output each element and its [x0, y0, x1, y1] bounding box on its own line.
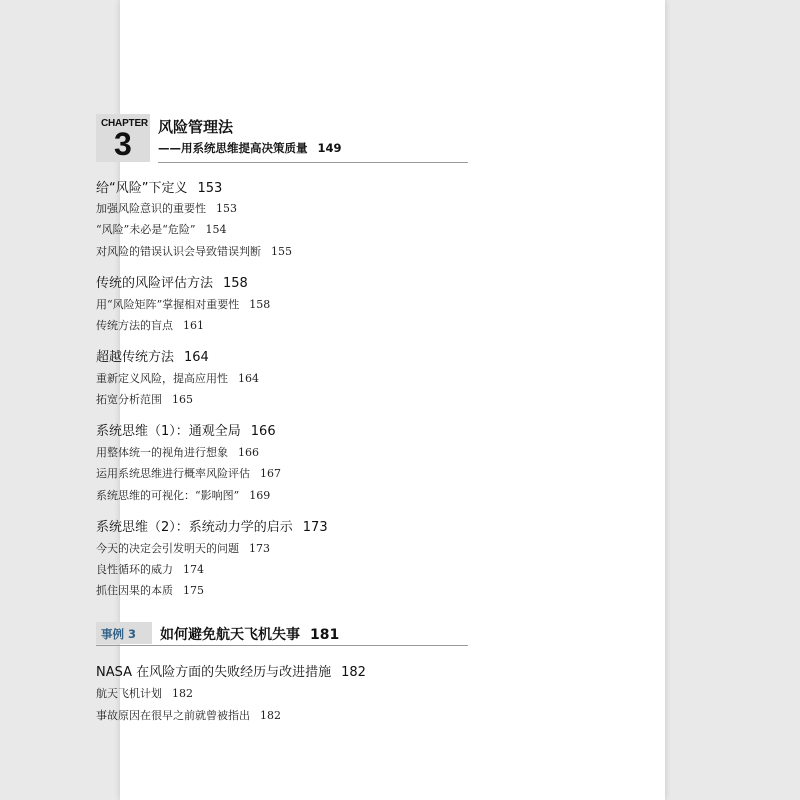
toc-item — [96, 221, 227, 237]
toc-item-title: 用“风险矩阵”掌握相对重要性 — [96, 298, 240, 311]
toc-section-page: 153 — [197, 181, 223, 196]
toc-item — [96, 582, 204, 598]
toc-section-heading — [96, 516, 328, 535]
toc-item — [96, 296, 270, 312]
toc-item — [96, 561, 204, 577]
toc-item-page: 173 — [249, 542, 270, 555]
toc-section-heading — [96, 346, 209, 365]
toc-section-title: 给“风险”下定义 — [96, 181, 188, 196]
toc-item — [96, 444, 259, 460]
toc-item-page: 153 — [216, 202, 237, 215]
chapter-label: CHAPTER — [101, 118, 148, 129]
toc-item-page: 164 — [238, 372, 259, 385]
toc-item-title: 拓宽分析范围 — [96, 393, 162, 406]
toc-item-title: 传统方法的盲点 — [96, 319, 173, 332]
chapter-divider — [158, 162, 468, 163]
toc-section-title: 传统的风险评估方法 — [96, 276, 214, 291]
chapter-subtitle-page: 149 — [317, 141, 342, 155]
toc-item-page: 167 — [260, 467, 281, 480]
toc-item — [96, 487, 270, 503]
toc-item-page: 161 — [183, 319, 204, 332]
toc-item-page: 174 — [183, 563, 204, 576]
chapter-number: 3 — [114, 126, 132, 162]
toc-item — [96, 707, 281, 723]
toc-section-title: 系统思维（1）：通观全局 — [96, 424, 241, 439]
chapter-subtitle — [158, 140, 342, 156]
case-tag: 事例 3 — [101, 627, 137, 641]
toc-item-title: 良性循环的威力 — [96, 563, 173, 576]
toc-section-heading — [96, 661, 366, 680]
toc-item-title: 事故原因在很早之前就曾被指出 — [96, 709, 250, 722]
toc-section-heading — [96, 177, 222, 196]
toc-section-page: 158 — [223, 276, 248, 291]
toc-item-title: 抓住因果的本质 — [96, 584, 173, 597]
toc-item-title: 加强风险意识的重要性 — [96, 202, 206, 215]
toc-section-page: 164 — [184, 350, 209, 365]
toc-section-page: 173 — [302, 520, 328, 535]
toc-item-title: 对风险的错误认识会导致错误判断 — [96, 245, 261, 258]
toc-item-page: 169 — [249, 489, 271, 502]
toc-item-page: 154 — [205, 223, 227, 236]
toc-item-title: 用整体统一的视角进行想象 — [96, 446, 228, 459]
toc-item — [96, 317, 204, 333]
case-title-page: 181 — [310, 627, 340, 643]
toc-section-title: 系统思维（2）：系统动力学的启示 — [96, 520, 293, 535]
toc-item — [96, 243, 292, 259]
toc-item-page: 165 — [172, 393, 193, 406]
toc-item-title: 航天飞机计划 — [96, 687, 162, 700]
toc-item-page: 155 — [271, 245, 292, 258]
toc-item — [96, 685, 193, 701]
toc-item-title: 运用系统思维进行概率风险评估 — [96, 467, 250, 480]
toc-item — [96, 540, 270, 556]
toc-section-page: 182 — [341, 665, 366, 680]
toc-item-page: 166 — [238, 446, 259, 459]
toc-item-title: “风险”未必是“危险” — [96, 223, 196, 236]
toc-item-title: 重新定义风险，提高应用性 — [96, 372, 228, 385]
toc-item — [96, 391, 193, 407]
toc-item-title: 今天的决定会引发明天的问题 — [96, 542, 239, 555]
toc-section-title: NASA 在风险方面的失败经历与改进措施 — [96, 665, 332, 680]
case-title — [160, 624, 339, 644]
chapter-title: 风险管理法 — [158, 118, 234, 136]
case-divider — [96, 645, 468, 646]
toc-item-page: 158 — [249, 298, 271, 311]
toc-item-page: 182 — [172, 687, 193, 700]
toc-section-heading — [96, 420, 276, 439]
toc-section-title: 超越传统方法 — [96, 350, 175, 365]
case-title-text: 如何避免航天飞机失事 — [160, 627, 300, 643]
toc-section-page: 166 — [250, 424, 276, 439]
toc-item — [96, 200, 237, 216]
toc-section-heading — [96, 272, 248, 291]
toc-item — [96, 465, 281, 481]
chapter-subtitle-text: ——用系统思维提高决策质量 — [158, 141, 308, 155]
toc-item-page: 175 — [183, 584, 204, 597]
toc-item-title: 系统思维的可视化：“影响图” — [96, 489, 240, 502]
toc-item — [96, 370, 259, 386]
toc-item-page: 182 — [260, 709, 281, 722]
